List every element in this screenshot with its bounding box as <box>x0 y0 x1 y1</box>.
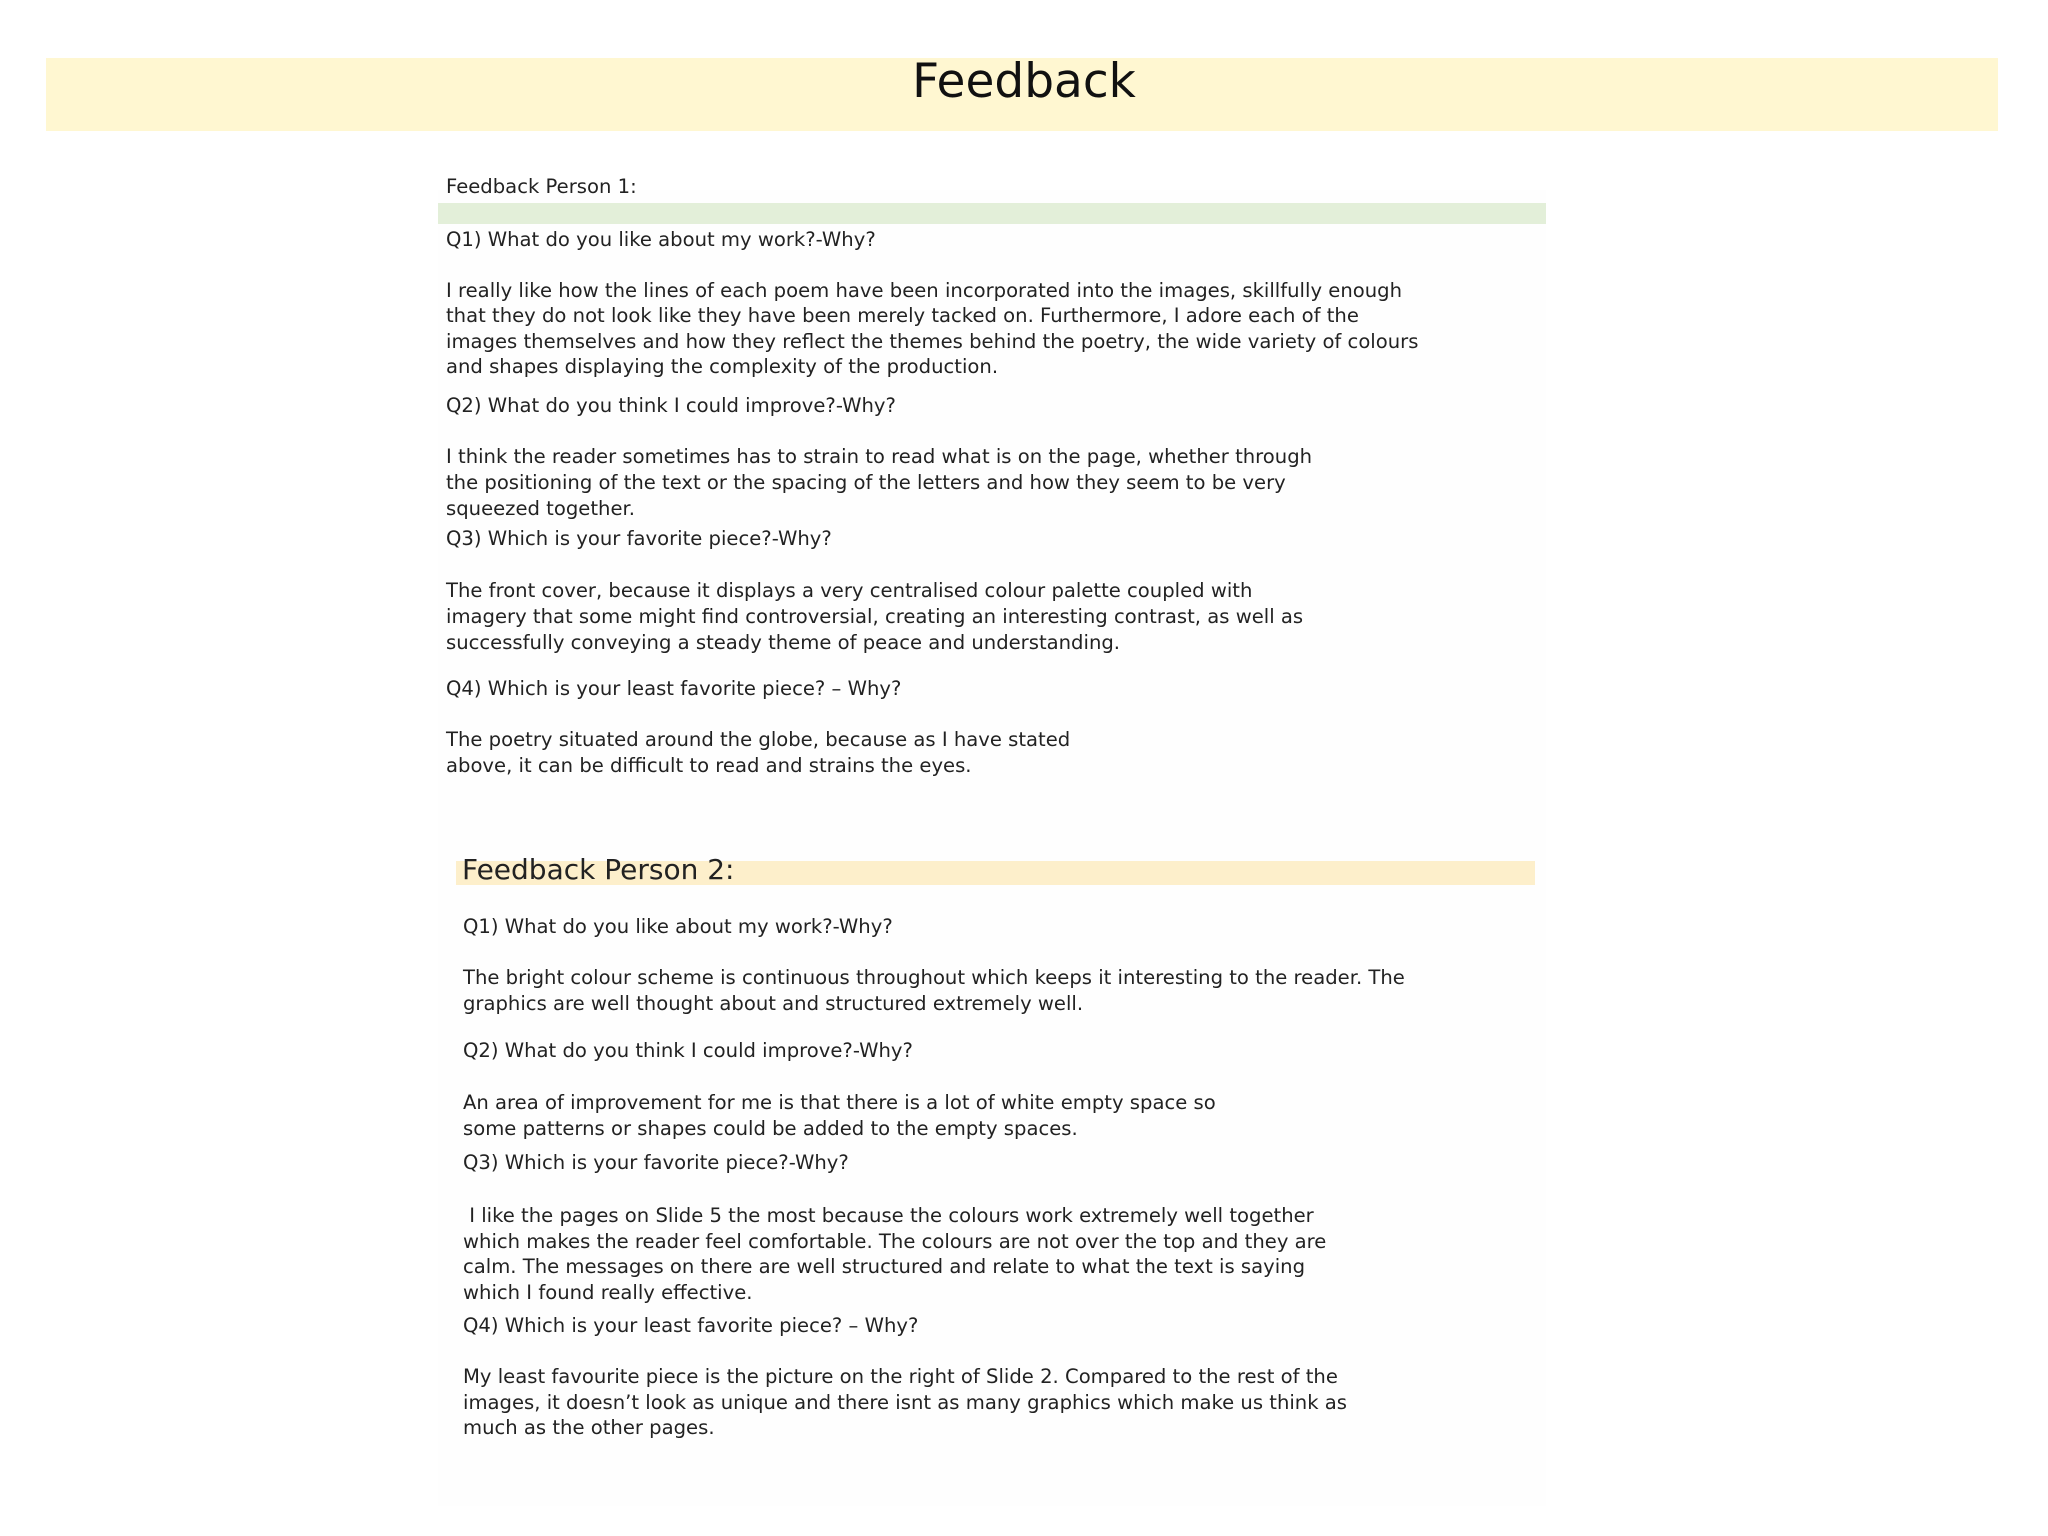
person1-answer-3-line-1: The front cover, because it displays a very centralised colour palette coupled with <box>446 579 1253 602</box>
person1-question-1: Q1) What do you like about my work?-Why? <box>446 228 876 251</box>
person1-answer-1-line-2: that they do not look like they have been merely tacked on. Furthermore, I adore each of the <box>446 304 1359 327</box>
person1-answer-2-line-2: the positioning of the text or the spacing of the letters and how they seem to be very <box>446 471 1286 494</box>
person1-question-2: Q2) What do you think I could improve?-Why? <box>446 394 896 417</box>
person2-answer-3-line-3: calm. The messages on there are well structured and relate to what the text is saying <box>463 1255 1306 1278</box>
person1-answer-4-line-1: The poetry situated around the globe, because as I have stated <box>446 728 1071 751</box>
person2-answer-3-line-1: I like the pages on Slide 5 the most because the colours work extremely well together <box>463 1204 1314 1227</box>
person1-answer-2-line-1: I think the reader sometimes has to strain to read what is on the page, whether through <box>446 445 1313 468</box>
person1-question-4: Q4) Which is your least favorite piece? – Why? <box>446 677 902 700</box>
person1-answer-3-line-3: successfully conveying a steady theme of peace and understanding. <box>446 631 1121 654</box>
person2-answer-4-line-1: My least favourite piece is the picture on the right of Slide 2. Compared to the rest of the <box>463 1365 1338 1388</box>
person2-answer-3-line-2: which makes the reader feel comfortable. The colours are not over the top and they are <box>463 1230 1327 1253</box>
person1-answer-3-line-2: imagery that some might find controversial, creating an interesting contrast, as well as <box>446 605 1304 628</box>
person1-answer-1-line-4: and shapes displaying the complexity of the production. <box>446 355 999 378</box>
person2-answer-3-line-4: which I found really effective. <box>463 1281 753 1304</box>
person1-answer-2-line-3: squeezed together. <box>446 497 635 520</box>
document-body <box>438 190 1546 1506</box>
page-title: Feedback <box>912 54 1136 109</box>
person2-question-1: Q1) What do you like about my work?-Why? <box>463 915 893 938</box>
person1-answer-4-line-2: above, it can be difficult to read and strains the eyes. <box>446 754 972 777</box>
person1-question-3: Q3) Which is your favorite piece?-Why? <box>446 527 832 550</box>
person1-answer-1-line-3: images themselves and how they reflect the themes behind the poetry, the wide variety of colours <box>446 330 1419 353</box>
person1-heading-band <box>438 203 1546 224</box>
person2-question-4: Q4) Which is your least favorite piece? – Why? <box>463 1314 919 1337</box>
person2-answer-4-line-2: images, it doesn’t look as unique and there isnt as many graphics which make us think as <box>463 1391 1348 1414</box>
person2-heading: Feedback Person 2: <box>462 853 735 886</box>
person2-answer-4-line-3: much as the other pages. <box>463 1416 715 1439</box>
person2-question-3: Q3) Which is your favorite piece?-Why? <box>463 1151 849 1174</box>
person2-answer-1-line-2: graphics are well thought about and structured extremely well. <box>463 992 1084 1015</box>
person1-answer-1-line-1: I really like how the lines of each poem have been incorporated into the images, skillfully enough <box>446 279 1403 302</box>
person2-answer-2-line-2: some patterns or shapes could be added to the empty spaces. <box>463 1117 1078 1140</box>
person2-answer-1-line-1: The bright colour scheme is continuous throughout which keeps it interesting to the reader. The <box>463 966 1405 989</box>
person2-question-2: Q2) What do you think I could improve?-Why? <box>463 1039 913 1062</box>
person2-answer-2-line-1: An area of improvement for me is that there is a lot of white empty space so <box>463 1091 1216 1114</box>
person1-heading: Feedback Person 1: <box>446 175 637 198</box>
